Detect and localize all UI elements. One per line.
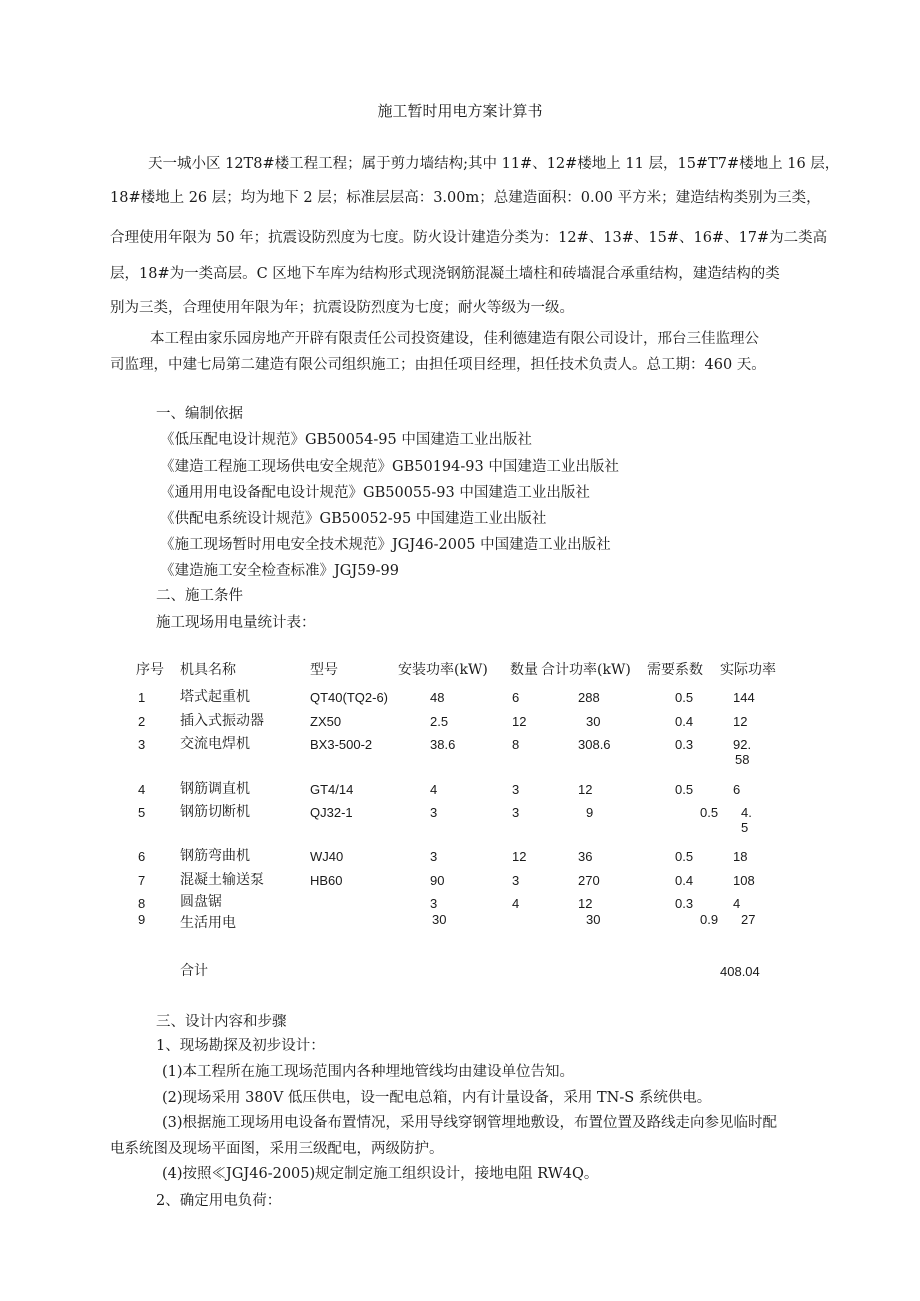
row-total: 270 <box>578 873 600 888</box>
row-coef: 0.5 <box>700 805 719 820</box>
row-total: 30 <box>586 714 601 729</box>
row-coef: 0.3 <box>675 737 694 752</box>
section2-subheading: 施工现场用电量统计表： <box>156 615 316 631</box>
intro-line-1: 天一城小区 12T8#楼工程工程；属于剪力墙结构;其中 11#、12#楼地上 11 层，15#T7#楼地上 16 层， <box>148 156 840 172</box>
row-power: 30 <box>432 912 447 927</box>
row-qty: 6 <box>512 690 520 705</box>
row-qty: 12 <box>512 714 527 729</box>
row-qty: 8 <box>512 737 520 752</box>
header-power: 安装功率(kW) <box>398 662 488 678</box>
row-power: 2.5 <box>430 714 449 729</box>
row-actual: 12 <box>733 714 748 729</box>
reference-item: 《低压配电设计规范》GB50054-95 中国建造工业出版社 <box>160 432 532 448</box>
section3-p2: (2)现场采用 380V 低压供电，设一配电总箱，内有计量设备，采用 TN-S 系统供电。 <box>162 1090 712 1106</box>
row-actual: 144 <box>733 690 755 705</box>
row-actual: 4 <box>733 896 741 911</box>
row-no: 5 <box>138 805 146 820</box>
row-total: 288 <box>578 690 600 705</box>
total-label: 合计 <box>180 963 208 979</box>
row-coef: 0.4 <box>675 873 694 888</box>
document-title: 施工暂时用电方案计算书 <box>377 102 543 120</box>
row-total: 30 <box>586 912 601 927</box>
row-power: 4 <box>430 782 438 797</box>
section3-p1: (1)本工程所在施工现场范围内各种埋地管线均由建设单位告知。 <box>162 1064 575 1080</box>
row-actual-wrap: 58 <box>735 752 750 767</box>
row-total: 12 <box>578 782 593 797</box>
row-actual: 92. <box>733 737 752 752</box>
reference-item: 《通用用电设备配电设计规范》GB50055-93 中国建造工业出版社 <box>160 485 590 501</box>
row-qty: 12 <box>512 849 527 864</box>
row-power: 90 <box>430 873 445 888</box>
row-name: 圆盘锯 <box>180 894 222 910</box>
header-actual: 实际功率 <box>720 662 776 678</box>
row-qty: 3 <box>512 805 520 820</box>
row-actual: 18 <box>733 849 748 864</box>
row-name: 塔式起重机 <box>180 689 250 705</box>
total-value: 408.04 <box>720 964 760 979</box>
row-coef: 0.5 <box>675 690 694 705</box>
section3-heading: 三、设计内容和步骤 <box>156 1014 287 1030</box>
section3-p3-line1: (3)根据施工现场用电设备布置情况，采用导线穿钢管埋地敷设，布置位置及路线走向参见临时配 <box>162 1115 778 1131</box>
header-model: 型号 <box>310 662 338 678</box>
row-total: 9 <box>586 805 594 820</box>
row-model: QJ32-1 <box>310 805 353 820</box>
row-qty: 4 <box>512 896 520 911</box>
intro2-line-2: 司监理，中建七局第二建造有限公司组织施工；由担任项目经理，担任技术负责人。总工期：460 天。 <box>110 357 766 373</box>
row-power: 38.6 <box>430 737 456 752</box>
row-power: 3 <box>430 805 438 820</box>
section1-heading: 一、编制依据 <box>156 406 243 422</box>
row-actual: 27 <box>741 912 756 927</box>
row-actual: 6 <box>733 782 741 797</box>
section3-sub1: 1、现场勘探及初步设计： <box>156 1038 325 1054</box>
row-coef: 0.9 <box>700 912 719 927</box>
row-coef: 0.5 <box>675 782 694 797</box>
row-no: 8 <box>138 896 146 911</box>
header-no: 序号 <box>136 662 164 678</box>
row-power: 3 <box>430 896 438 911</box>
row-no: 2 <box>138 714 146 729</box>
header-total: 合计功率(kW) <box>541 662 631 678</box>
row-no: 6 <box>138 849 146 864</box>
section3-p3-line2: 电系统图及现场平面图，采用三级配电，两级防护。 <box>110 1141 444 1157</box>
intro-line-3: 合理使用年限为 50 年；抗震设防烈度为七度。防火设计建造分类为：12#、13#、15#、16#、17#为二类高 <box>110 230 828 246</box>
row-model: WJ40 <box>310 849 344 864</box>
row-no: 1 <box>138 690 146 705</box>
row-actual: 4. <box>741 805 752 820</box>
header-name: 机具名称 <box>180 662 236 678</box>
row-actual: 108 <box>733 873 755 888</box>
row-qty: 3 <box>512 873 520 888</box>
intro2-line-1: 本工程由家乐园房地产开辟有限责任公司投资建设，佳利德建造有限公司设计，邢台三佳监理公 <box>150 331 759 347</box>
header-coef: 需要系数 <box>647 662 703 678</box>
reference-item: 《建造工程施工现场供电安全规范》GB50194-93 中国建造工业出版社 <box>160 459 619 475</box>
row-model: ZX50 <box>310 714 342 729</box>
reference-item: 《建造施工安全检查标准》JGJ59-99 <box>160 563 400 579</box>
row-qty: 3 <box>512 782 520 797</box>
row-no: 7 <box>138 873 146 888</box>
row-name: 钢筋切断机 <box>180 804 250 820</box>
row-name: 交流电焊机 <box>180 736 250 752</box>
row-coef: 0.4 <box>675 714 694 729</box>
row-coef: 0.3 <box>675 896 694 911</box>
row-actual-wrap: 5 <box>741 820 749 835</box>
row-model: HB60 <box>310 873 343 888</box>
row-total: 308.6 <box>578 737 611 752</box>
row-no: 4 <box>138 782 146 797</box>
intro-line-5: 别为三类，合理使用年限为年；抗震设防烈度为七度；耐火等级为一级。 <box>110 300 574 316</box>
row-name: 钢筋调直机 <box>180 781 250 797</box>
intro-line-2: 18#楼地上 26 层；均为地下 2 层；标准层层高：3.00m；总建造面积：0.00 平方米；建造结构类别为三类， <box>110 190 821 206</box>
row-no: 9 <box>138 912 146 927</box>
row-name: 钢筋弯曲机 <box>180 848 250 864</box>
header-qty: 数量 <box>510 662 538 678</box>
row-name: 插入式振动器 <box>180 713 264 729</box>
row-name: 生活用电 <box>180 915 236 931</box>
section3-sub2: 2、确定用电负荷： <box>156 1193 282 1209</box>
reference-item: 《施工现场暂时用电安全技术规范》JGJ46-2005 中国建造工业出版社 <box>160 537 611 553</box>
section3-p4: (4)按照≪JGJ46-2005)规定制定施工组织设计，接地电阻 RW4Q。 <box>162 1166 599 1182</box>
row-model: GT4/14 <box>310 782 354 797</box>
row-name: 混凝土输送泵 <box>180 872 264 888</box>
row-total: 12 <box>578 896 593 911</box>
row-total: 36 <box>578 849 593 864</box>
section2-heading: 二、施工条件 <box>156 588 243 604</box>
row-model: QT40(TQ2-6) <box>310 690 389 705</box>
intro-line-4: 层，18#为一类高层。C 区地下车库为结构形式现浇钢筋混凝土墙柱和砖墙混合承重结构，建造结构的类 <box>110 266 780 282</box>
row-model: BX3-500-2 <box>310 737 373 752</box>
row-power: 3 <box>430 849 438 864</box>
row-coef: 0.5 <box>675 849 694 864</box>
row-no: 3 <box>138 737 146 752</box>
row-power: 48 <box>430 690 445 705</box>
reference-item: 《供配电系统设计规范》GB50052-95 中国建造工业出版社 <box>160 511 547 527</box>
